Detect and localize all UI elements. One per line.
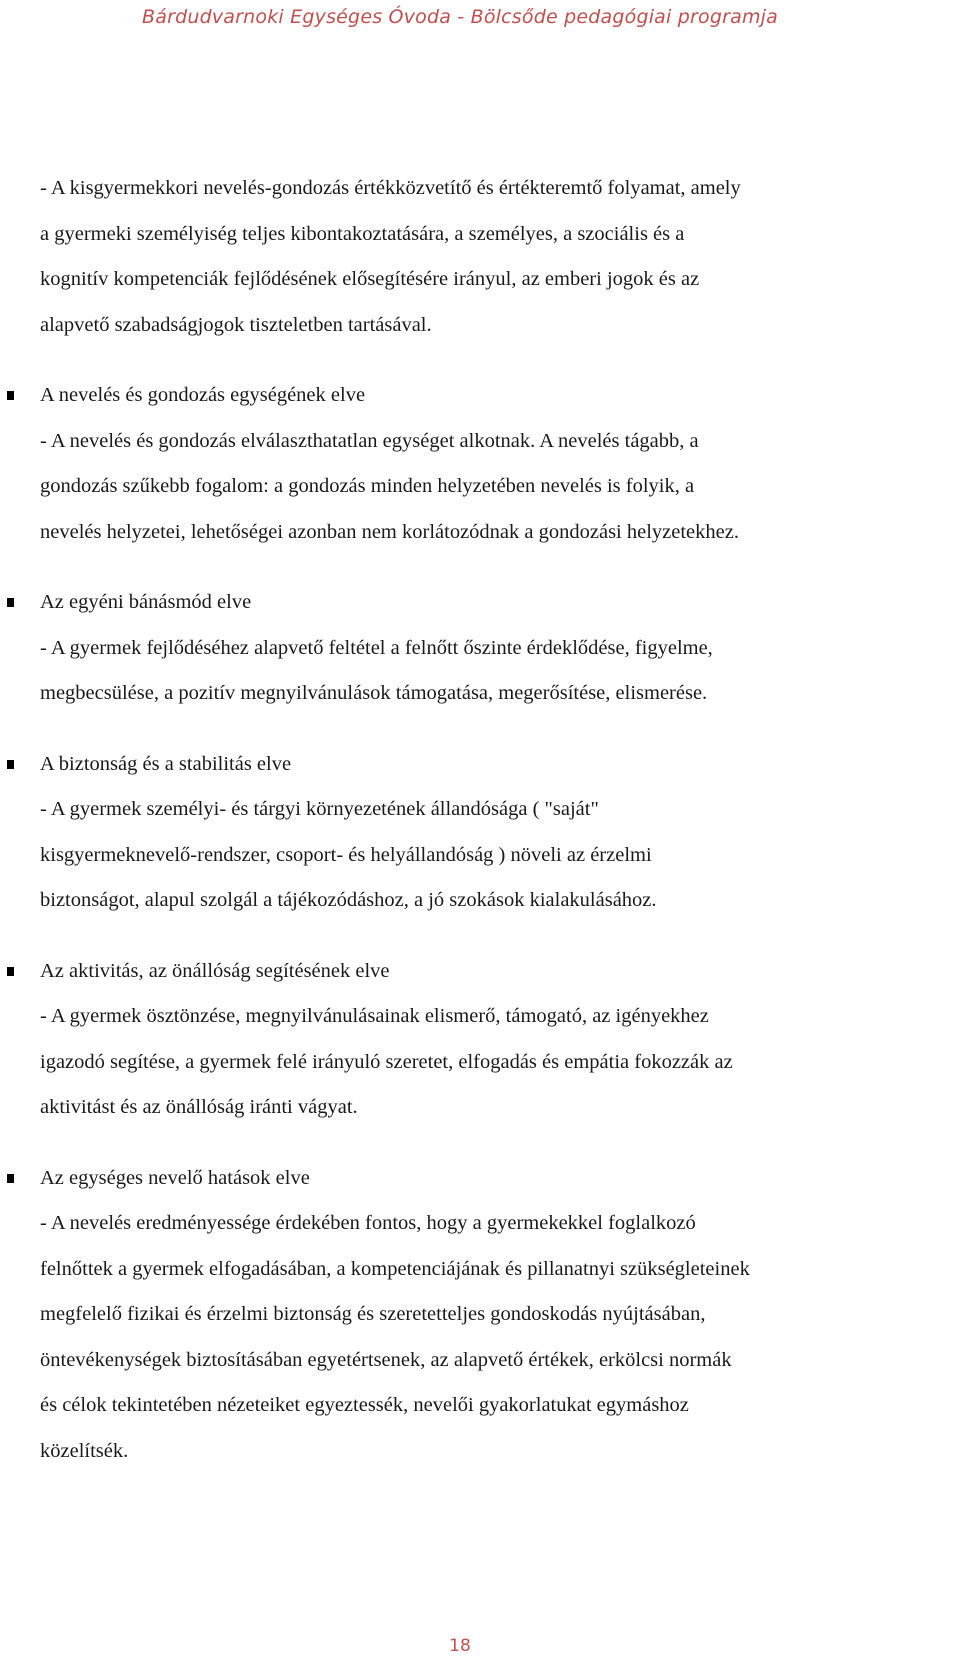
text-line: aktivitást és az önállóság iránti vágyat. [40,1096,358,1118]
text-line: - A nevelés és gondozás elválaszthatatlan egységet alkotnak. A nevelés tágabb, a [40,429,699,452]
section-biztonsag-stabilitas [40,742,920,924]
section-egyeni-banasmod [40,580,920,717]
section-heading [40,742,920,788]
square-bullet-icon [7,760,14,769]
text-line: igazodó segítése, a gyermek felé irányuló szeretet, elfogadás és empátia fokozzák az [40,1050,733,1073]
text-line: kisgyermeknevelő-rendszer, csoport- és helyállandóság ) növeli az érzelmi [40,843,652,866]
document-body [40,166,920,1474]
square-bullet-icon [7,598,14,607]
text-line: biztonságot, alapul szolgál a tájékozódáshoz, a jó szokások kialakulásához. [40,889,657,911]
text-line: alapvető szabadságjogok tiszteletben tartásával. [40,313,432,336]
text-line: megbecsülése, a pozitív megnyilvánulások támogatása, megerősítése, elismerése. [40,682,708,704]
text-line: - A gyermek fejlődéséhez alapvető feltétel a felnőtt őszinte érdeklődése, figyelme, [40,636,713,659]
text-line: felnőttek a gyermek elfogadásában, a kompetenciájának és pillanatnyi szükségleteinek [40,1257,750,1280]
page-header: Bárdudvarnoki Egységes Óvoda - Bölcsőde pedagógiai programja [142,6,778,28]
heading-text: Az aktivitás, az önállóság segítésének elve [40,959,390,982]
text-line: - A gyermek személyi- és tárgyi környezetének állandósága ( "saját" [40,798,599,820]
intro-paragraph [40,166,920,348]
text-line: közelítsék. [40,1439,129,1462]
section-aktivitas-onallosag [40,949,920,1131]
text-line: - A kisgyermekkori nevelés-gondozás értékközvetítő és értékteremtő folyamat, amely [40,177,741,199]
section-heading [40,580,920,626]
text-line: - A gyermek ösztönzése, megnyilvánulásainak elismerő, támogató, az igényekhez [40,1005,709,1027]
heading-text: Az egységes nevelő hatások elve [40,1166,310,1189]
section-nevelés-gondozás [40,373,920,555]
text-line: öntevékenységek biztosításában egyetértsenek, az alapvető értékek, erkölcsi normák [40,1348,732,1371]
section-heading [40,949,920,995]
section-heading [40,1156,920,1202]
page-number: 18 [449,1636,471,1656]
text-line: kognitív kompetenciák fejlődésének elősegítésére irányul, az emberi jogok és az [40,268,700,290]
square-bullet-icon [7,1174,14,1183]
square-bullet-icon [7,967,14,976]
section-heading [40,373,920,419]
section-egyseges-nevelo-hatasok [40,1156,920,1475]
text-line: nevelés helyzetei, lehetőségei azonban nem korlátozódnak a gondozási helyzetekhez. [40,520,739,543]
text-line: - A nevelés eredményessége érdekében fontos, hogy a gyermekekkel foglalkozó [40,1212,696,1234]
heading-text: A nevelés és gondozás egységének elve [40,384,366,406]
text-line: a gyermeki személyiség teljes kibontakoztatására, a személyes, a szociális és a [40,222,685,245]
text-line: és célok tekintetében nézeteiket egyeztessék, nevelői gyakorlatukat egymáshoz [40,1394,689,1416]
heading-text: Az egyéni bánásmód elve [40,591,252,613]
text-line: gondozás szűkebb fogalom: a gondozás minden helyzetében nevelés is folyik, a [40,475,695,497]
heading-text: A biztonság és a stabilitás elve [40,752,292,775]
text-line: megfelelő fizikai és érzelmi biztonság és szeretetteljes gondoskodás nyújtásában, [40,1303,706,1325]
square-bullet-icon [7,391,14,400]
